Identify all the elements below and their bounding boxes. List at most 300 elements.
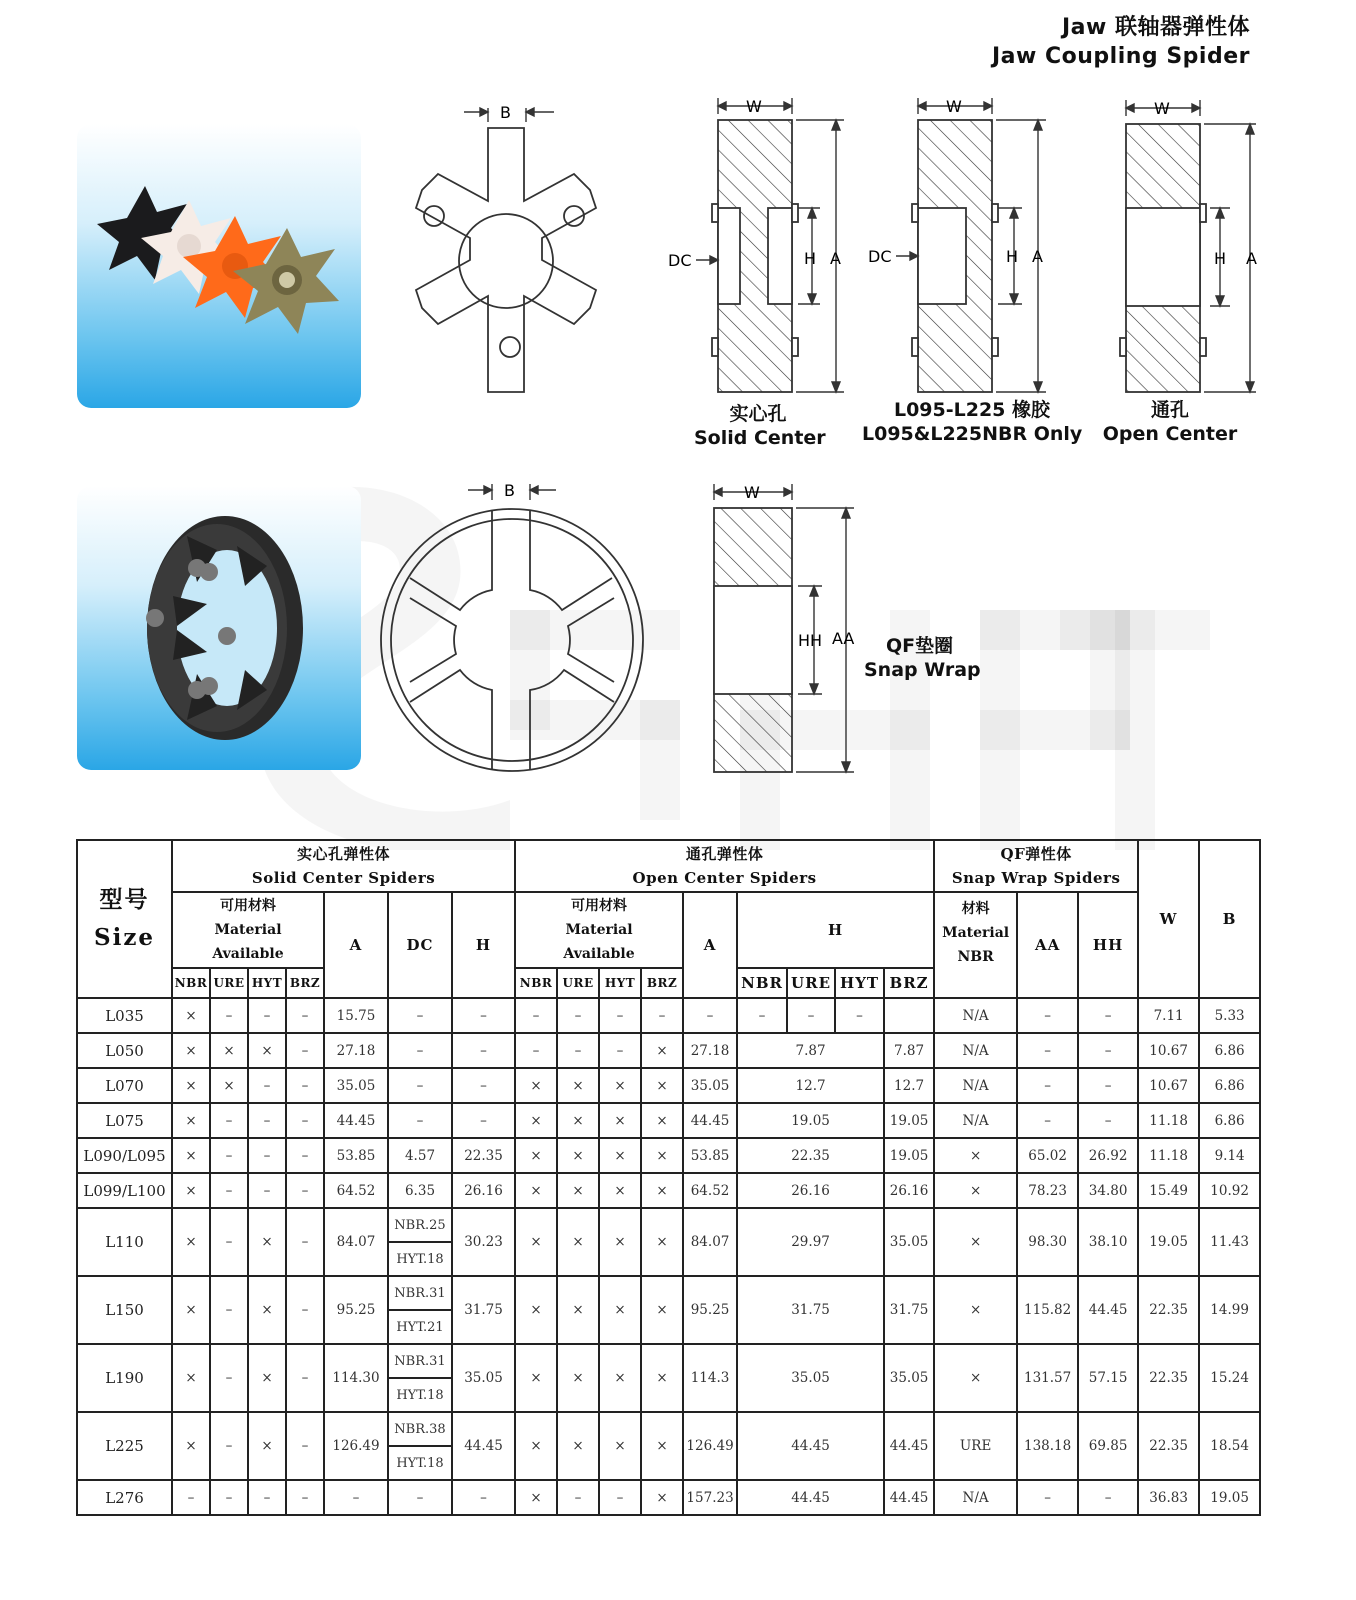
cell: 6.86 <box>1199 1068 1260 1103</box>
spec-table <box>76 839 1261 1516</box>
open-material-header: 可用材料 Material Available <box>515 892 683 968</box>
cell-size: L099/L100 <box>77 1173 172 1208</box>
cell: 84.07 <box>683 1208 737 1276</box>
cell: – <box>1017 1480 1078 1515</box>
cell: – <box>248 1103 286 1138</box>
cell: 35.05 <box>324 1068 388 1103</box>
rubber-caption-cn: L095-L225 橡胶 <box>893 399 1051 421</box>
cell: × <box>641 1173 683 1208</box>
cell: HYT.18 <box>388 1242 452 1276</box>
cell: 22.35 <box>1138 1276 1199 1344</box>
cell: 18.54 <box>1199 1412 1260 1480</box>
solid-center-caption-en: Solid Center <box>694 427 826 449</box>
table-row <box>77 1068 1260 1103</box>
cell: – <box>210 1480 248 1515</box>
cell: – <box>388 998 452 1033</box>
cell: × <box>599 1412 641 1480</box>
cell: × <box>172 1412 210 1480</box>
cell-size: L150 <box>77 1276 172 1344</box>
cell: × <box>210 1068 248 1103</box>
cell: × <box>641 1480 683 1515</box>
cell: – <box>452 998 515 1033</box>
cell: × <box>172 1138 210 1173</box>
cell: × <box>557 1344 599 1412</box>
cell: – <box>286 1033 324 1068</box>
cell: × <box>172 1068 210 1103</box>
cell: 14.99 <box>1199 1276 1260 1344</box>
cell-size: L276 <box>77 1480 172 1515</box>
cell: × <box>557 1138 599 1173</box>
cell: – <box>286 1412 324 1480</box>
cell: – <box>835 998 884 1033</box>
cell: 19.05 <box>1138 1208 1199 1276</box>
table-row <box>77 1103 1260 1138</box>
cell: N/A <box>934 1033 1017 1068</box>
cell: HYT.18 <box>388 1378 452 1412</box>
cell: 19.05 <box>884 1103 934 1138</box>
rubber-caption-en: L095&L225NBR Only <box>862 423 1083 445</box>
cell: – <box>286 1138 324 1173</box>
dim-b-label: B <box>504 481 515 500</box>
cell: – <box>210 1344 248 1412</box>
cell: × <box>210 1033 248 1068</box>
cell: – <box>1078 998 1138 1033</box>
cell: × <box>172 1344 210 1412</box>
cell: × <box>641 1344 683 1412</box>
cell: 31.75 <box>452 1276 515 1344</box>
cell: – <box>248 1173 286 1208</box>
table-row <box>77 1412 1260 1446</box>
cell: × <box>599 1276 641 1344</box>
open-center-section-drawing <box>1070 96 1270 396</box>
open-mat-hyt: HYT <box>599 968 641 998</box>
dim-w-label: W <box>746 97 762 116</box>
cell: – <box>452 1068 515 1103</box>
cell: – <box>787 998 835 1033</box>
table-row <box>77 1480 1260 1515</box>
cell: NBR.31 <box>388 1276 452 1310</box>
snap-material-header: 材料 Material NBR <box>934 892 1017 998</box>
cell: × <box>599 1344 641 1412</box>
cell: 34.80 <box>1078 1173 1138 1208</box>
cell: – <box>248 998 286 1033</box>
cell: HYT.18 <box>388 1446 452 1480</box>
cell: × <box>172 1033 210 1068</box>
cell-size: L070 <box>77 1068 172 1103</box>
cell: 7.87 <box>884 1033 934 1068</box>
cell: × <box>248 1344 286 1412</box>
cell: 131.57 <box>1017 1344 1078 1412</box>
cell: – <box>1078 1068 1138 1103</box>
open-mat-brz: BRZ <box>641 968 683 998</box>
cell: × <box>515 1138 557 1173</box>
open-center-header: 通孔弹性体 Open Center Spiders <box>515 840 934 892</box>
cell: × <box>515 1208 557 1276</box>
open-center-caption <box>1102 398 1238 446</box>
cell: 12.7 <box>737 1068 884 1103</box>
cell: – <box>286 1103 324 1138</box>
cell: × <box>172 1276 210 1344</box>
cell: – <box>388 1103 452 1138</box>
cell: × <box>599 1173 641 1208</box>
cell: – <box>1017 1033 1078 1068</box>
cell: 26.16 <box>737 1173 884 1208</box>
cell: N/A <box>934 1068 1017 1103</box>
cell: 11.18 <box>1138 1138 1199 1173</box>
cell: – <box>1017 998 1078 1033</box>
table-row <box>77 1276 1260 1310</box>
spider-front-drawing <box>378 96 648 406</box>
cell: – <box>210 1276 248 1344</box>
cell: × <box>248 1033 286 1068</box>
snap-wrap-product-photo <box>77 486 361 770</box>
cell: – <box>210 998 248 1033</box>
cell: × <box>934 1173 1017 1208</box>
cell: – <box>286 1208 324 1276</box>
cell: 10.67 <box>1138 1068 1199 1103</box>
hh-header: HH <box>1078 892 1138 998</box>
cell: 44.45 <box>737 1412 884 1480</box>
snap-wrap-caption-en: Snap Wrap <box>864 659 981 681</box>
cell: × <box>599 1138 641 1173</box>
cell: 6.86 <box>1199 1033 1260 1068</box>
cell: × <box>515 1276 557 1344</box>
cell: 19.05 <box>737 1103 884 1138</box>
dim-h-label: H <box>804 249 817 268</box>
solid-mat-brz: BRZ <box>286 968 324 998</box>
open-center-caption-en: Open Center <box>1102 423 1238 445</box>
snap-wrap-caption <box>860 634 984 682</box>
cell: – <box>557 1480 599 1515</box>
size-header: 型号 Size <box>77 840 172 998</box>
cell: × <box>515 1412 557 1480</box>
cell: × <box>172 1208 210 1276</box>
cell: 5.33 <box>1199 998 1260 1033</box>
cell: × <box>515 1103 557 1138</box>
table-row <box>77 1173 1260 1208</box>
cell: 114.30 <box>324 1344 388 1412</box>
open-h-header: H <box>737 892 934 968</box>
cell: – <box>286 1344 324 1412</box>
open-mat-ure: URE <box>557 968 599 998</box>
cell: 44.45 <box>324 1103 388 1138</box>
cell: 44.45 <box>884 1412 934 1480</box>
cell: 15.24 <box>1199 1344 1260 1412</box>
aa-header: AA <box>1017 892 1078 998</box>
cell: – <box>248 1068 286 1103</box>
cell: 31.75 <box>737 1276 884 1344</box>
cell: 35.05 <box>884 1344 934 1412</box>
cell: × <box>641 1033 683 1068</box>
cell: – <box>210 1208 248 1276</box>
cell: – <box>452 1033 515 1068</box>
cell: 35.05 <box>884 1208 934 1276</box>
cell: – <box>557 1033 599 1068</box>
dim-h-label: H <box>1006 247 1019 266</box>
page-title-en: Jaw Coupling Spider <box>992 44 1250 69</box>
cell: 12.7 <box>884 1068 934 1103</box>
cell: 95.25 <box>324 1276 388 1344</box>
cell: 44.45 <box>884 1480 934 1515</box>
cell: – <box>388 1480 452 1515</box>
cell: 53.85 <box>324 1138 388 1173</box>
cell: 126.49 <box>324 1412 388 1480</box>
solid-material-header: 可用材料 Material Available <box>172 892 324 968</box>
dim-hh-label: HH <box>798 631 823 650</box>
page-title-cn: Jaw 联轴器弹性体 <box>1061 15 1250 40</box>
cell-size: L190 <box>77 1344 172 1412</box>
cell: × <box>599 1103 641 1138</box>
cell-size: L075 <box>77 1103 172 1138</box>
cell: – <box>599 998 641 1033</box>
open-h-nbr: NBR <box>737 968 787 998</box>
cell: 29.97 <box>737 1208 884 1276</box>
snap-wrap-front-drawing <box>372 478 652 778</box>
cell: 26.92 <box>1078 1138 1138 1173</box>
open-mat-nbr: NBR <box>515 968 557 998</box>
rubber-section-drawing <box>866 96 1056 396</box>
w-header: W <box>1138 840 1199 998</box>
cell-size: L225 <box>77 1412 172 1480</box>
cell: × <box>557 1412 599 1480</box>
cell: 57.15 <box>1078 1344 1138 1412</box>
solid-a-header: A <box>324 892 388 998</box>
dim-w-label: W <box>744 483 760 502</box>
cell-size: L050 <box>77 1033 172 1068</box>
cell: N/A <box>934 1480 1017 1515</box>
cell: 95.25 <box>683 1276 737 1344</box>
cell: – <box>1078 1033 1138 1068</box>
solid-mat-hyt: HYT <box>248 968 286 998</box>
solid-center-caption <box>694 402 826 450</box>
table-row <box>77 1138 1260 1173</box>
table-row <box>77 998 1260 1033</box>
rubber-caption <box>862 398 1082 446</box>
cell: 19.05 <box>1199 1480 1260 1515</box>
cell: NBR.38 <box>388 1412 452 1446</box>
table-row <box>77 1208 1260 1242</box>
cell: 4.57 <box>388 1138 452 1173</box>
cell: – <box>210 1173 248 1208</box>
cell: 7.87 <box>737 1033 884 1068</box>
cell: – <box>172 1480 210 1515</box>
cell: – <box>1017 1103 1078 1138</box>
cell: × <box>557 1208 599 1276</box>
cell-size: L090/L095 <box>77 1138 172 1173</box>
dim-a-label: A <box>1246 249 1257 268</box>
open-h-hyt: HYT <box>835 968 884 998</box>
dim-dc-label: DC <box>668 251 692 270</box>
cell: – <box>210 1412 248 1480</box>
dim-a-label: A <box>830 249 841 268</box>
cell: – <box>388 1033 452 1068</box>
cell: 98.30 <box>1017 1208 1078 1276</box>
spider-product-photo <box>77 124 361 408</box>
cell: – <box>248 1138 286 1173</box>
solid-center-header: 实心孔弹性体 Solid Center Spiders <box>172 840 515 892</box>
cell: × <box>172 998 210 1033</box>
cell: – <box>641 998 683 1033</box>
cell: – <box>683 998 737 1033</box>
spec-table-body <box>77 998 1260 1515</box>
cell: × <box>515 1344 557 1412</box>
cell: 11.43 <box>1199 1208 1260 1276</box>
b-header: B <box>1199 840 1260 998</box>
cell: 27.18 <box>324 1033 388 1068</box>
cell: – <box>515 998 557 1033</box>
cell: 114.3 <box>683 1344 737 1412</box>
cell: × <box>641 1138 683 1173</box>
cell: – <box>210 1138 248 1173</box>
solid-h-header: H <box>452 892 515 998</box>
cell: 22.35 <box>1138 1412 1199 1480</box>
cell: – <box>599 1480 641 1515</box>
cell: × <box>248 1208 286 1276</box>
cell: × <box>172 1173 210 1208</box>
solid-center-section-drawing <box>664 96 854 396</box>
cell: N/A <box>934 1103 1017 1138</box>
cell: 11.18 <box>1138 1103 1199 1138</box>
dim-w-label: W <box>946 97 962 116</box>
cell: – <box>286 1480 324 1515</box>
cell: 44.45 <box>737 1480 884 1515</box>
cell: HYT.21 <box>388 1310 452 1344</box>
cell: × <box>515 1068 557 1103</box>
cell: – <box>324 1480 388 1515</box>
snap-wrap-section-drawing <box>710 478 880 778</box>
cell: – <box>286 1173 324 1208</box>
cell: × <box>557 1103 599 1138</box>
cell: 27.18 <box>683 1033 737 1068</box>
cell: N/A <box>934 998 1017 1033</box>
cell: 44.45 <box>683 1103 737 1138</box>
cell: × <box>557 1068 599 1103</box>
dim-aa-label: AA <box>832 629 855 648</box>
cell: 44.45 <box>452 1412 515 1480</box>
cell: × <box>641 1068 683 1103</box>
dim-a-label: A <box>1032 247 1043 266</box>
cell: 44.45 <box>1078 1276 1138 1344</box>
cell: × <box>641 1412 683 1480</box>
open-h-brz: BRZ <box>884 968 934 998</box>
cell: URE <box>934 1412 1017 1480</box>
cell: – <box>286 1068 324 1103</box>
cell: 15.75 <box>324 998 388 1033</box>
cell: × <box>248 1412 286 1480</box>
dim-dc-label: DC <box>868 247 892 266</box>
cell: – <box>1078 1480 1138 1515</box>
dim-b-label: B <box>500 103 511 122</box>
dim-w-label: W <box>1154 99 1170 118</box>
cell: – <box>599 1033 641 1068</box>
open-a-header: A <box>683 892 737 998</box>
cell: 126.49 <box>683 1412 737 1480</box>
cell: 7.11 <box>1138 998 1199 1033</box>
cell: NBR.31 <box>388 1344 452 1378</box>
cell: 19.05 <box>884 1138 934 1173</box>
cell: 26.16 <box>884 1173 934 1208</box>
cell: 9.14 <box>1199 1138 1260 1173</box>
cell: – <box>248 1480 286 1515</box>
cell: – <box>557 998 599 1033</box>
cell: – <box>210 1103 248 1138</box>
cell: × <box>557 1173 599 1208</box>
cell: 157.23 <box>683 1480 737 1515</box>
cell: × <box>557 1276 599 1344</box>
cell: × <box>641 1276 683 1344</box>
solid-mat-nbr: NBR <box>172 968 210 998</box>
cell: NBR.25 <box>388 1208 452 1242</box>
table-row <box>77 1344 1260 1378</box>
cell: × <box>248 1276 286 1344</box>
dim-h-label: H <box>1214 249 1227 268</box>
cell: 38.10 <box>1078 1208 1138 1276</box>
cell: 30.23 <box>452 1208 515 1276</box>
cell: 35.05 <box>452 1344 515 1412</box>
cell: – <box>388 1068 452 1103</box>
solid-mat-ure: URE <box>210 968 248 998</box>
cell: 53.85 <box>683 1138 737 1173</box>
cell: – <box>452 1103 515 1138</box>
cell: 6.35 <box>388 1173 452 1208</box>
cell: – <box>515 1033 557 1068</box>
cell: × <box>934 1138 1017 1173</box>
cell: 65.02 <box>1017 1138 1078 1173</box>
cell: 22.35 <box>737 1138 884 1173</box>
cell: × <box>934 1276 1017 1344</box>
cell: – <box>1078 1103 1138 1138</box>
cell: × <box>934 1208 1017 1276</box>
cell: 78.23 <box>1017 1173 1078 1208</box>
cell: 26.16 <box>452 1173 515 1208</box>
cell: × <box>599 1068 641 1103</box>
cell: 35.05 <box>737 1344 884 1412</box>
cell: 64.52 <box>324 1173 388 1208</box>
cell: × <box>515 1173 557 1208</box>
cell: 10.67 <box>1138 1033 1199 1068</box>
cell: – <box>737 998 787 1033</box>
cell: 22.35 <box>452 1138 515 1173</box>
cell: 15.49 <box>1138 1173 1199 1208</box>
solid-center-caption-cn: 实心孔 <box>729 403 787 425</box>
cell: 31.75 <box>884 1276 934 1344</box>
open-center-caption-cn: 通孔 <box>1150 399 1189 421</box>
cell: – <box>286 998 324 1033</box>
cell: × <box>934 1344 1017 1412</box>
cell: 84.07 <box>324 1208 388 1276</box>
cell: × <box>641 1208 683 1276</box>
cell: × <box>515 1480 557 1515</box>
cell: × <box>599 1208 641 1276</box>
cell: 69.85 <box>1078 1412 1138 1480</box>
cell: × <box>641 1103 683 1138</box>
cell <box>884 998 934 1033</box>
cell: × <box>172 1103 210 1138</box>
cell: 36.83 <box>1138 1480 1199 1515</box>
cell: – <box>1017 1068 1078 1103</box>
snap-wrap-caption-cn: QF垫圈 <box>886 635 954 657</box>
cell: – <box>452 1480 515 1515</box>
table-row <box>77 1033 1260 1068</box>
cell-size: L110 <box>77 1208 172 1276</box>
cell: 115.82 <box>1017 1276 1078 1344</box>
cell: 6.86 <box>1199 1103 1260 1138</box>
cell: – <box>286 1276 324 1344</box>
cell: 22.35 <box>1138 1344 1199 1412</box>
cell: 35.05 <box>683 1068 737 1103</box>
cell: 64.52 <box>683 1173 737 1208</box>
snap-wrap-header: QF弹性体 Snap Wrap Spiders <box>934 840 1138 892</box>
